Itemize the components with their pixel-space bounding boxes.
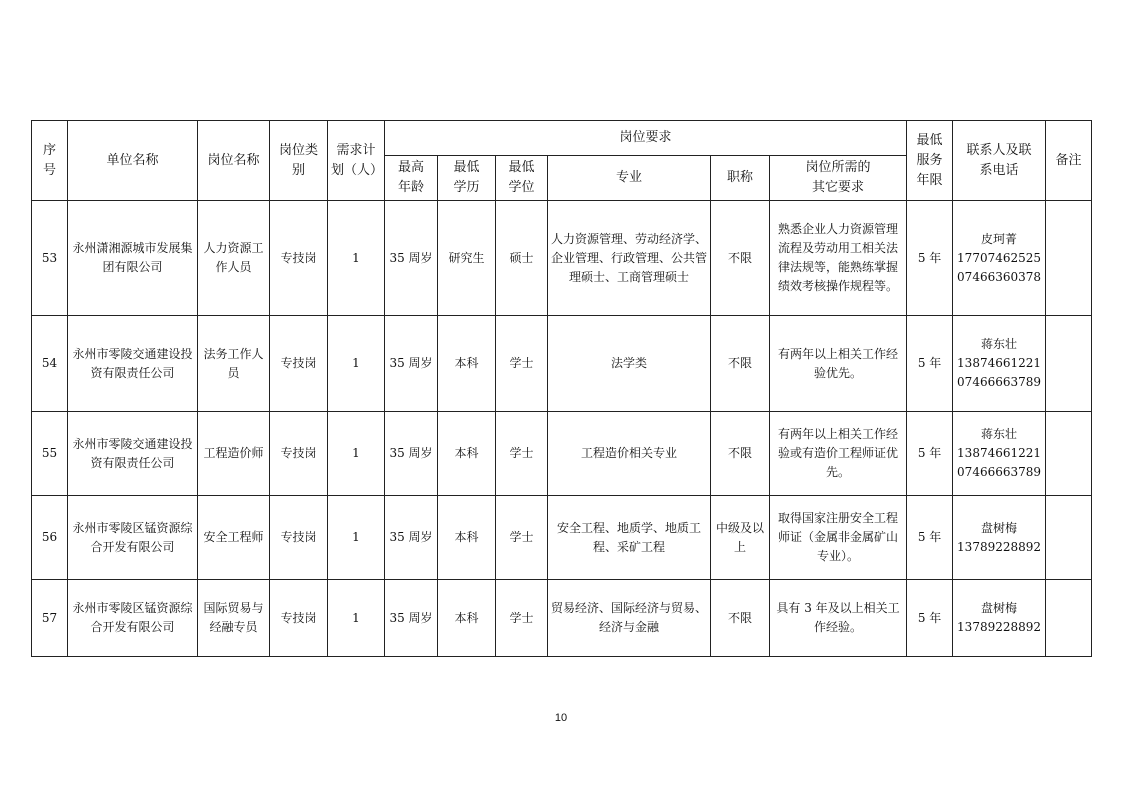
- table-row: [32, 316, 1092, 412]
- table-row: [32, 496, 1092, 580]
- recruitment-table: [31, 120, 1092, 657]
- cell-contact: [953, 316, 1046, 412]
- cell-major: 贸易经济、国际经济与贸易、经济与金融: [548, 580, 711, 657]
- cell-title: 不限: [711, 316, 770, 412]
- cell-seq: 53: [32, 201, 68, 316]
- cell-remarks: [1046, 316, 1092, 412]
- cell-position: 法务工作人员: [198, 316, 270, 412]
- cell-title: 不限: [711, 580, 770, 657]
- cell-position: 人力资源工作人员: [198, 201, 270, 316]
- cell-max-age: 35 周岁: [385, 412, 438, 496]
- cell-plan: 1: [328, 580, 385, 657]
- cell-seq: 57: [32, 580, 68, 657]
- cell-plan: 1: [328, 316, 385, 412]
- cell-other: 熟悉企业人力资源管理流程及劳动用工相关法律法规等，能熟练掌握绩效考核操作规程等。: [770, 201, 907, 316]
- cell-remarks: [1046, 412, 1092, 496]
- cell-contact: [953, 412, 1046, 496]
- cell-post-type: 专技岗: [270, 496, 328, 580]
- cell-remarks: [1046, 496, 1092, 580]
- header-seq: 序 号: [32, 121, 68, 201]
- cell-major: 人力资源管理、劳动经济学、企业管理、行政管理、公共管理硕士、工商管理硕士: [548, 201, 711, 316]
- header-title: 职称: [711, 156, 770, 201]
- contact-phone: 13789228892: [957, 620, 1042, 634]
- cell-contact: [953, 580, 1046, 657]
- cell-contact: [953, 496, 1046, 580]
- header-contact: 联系人及联 系电话: [953, 121, 1046, 201]
- cell-max-age: 35 周岁: [385, 580, 438, 657]
- cell-other: 取得国家注册安全工程师证（金属非金属矿山专业）。: [770, 496, 907, 580]
- cell-service: 5 年: [907, 316, 953, 412]
- contact-phone: 13874661221 07466663789: [957, 446, 1042, 479]
- cell-position: 安全工程师: [198, 496, 270, 580]
- cell-title: 中级及以上: [711, 496, 770, 580]
- header-other: 岗位所需的 其它要求: [770, 156, 907, 201]
- cell-position: 国际贸易与经融专员: [198, 580, 270, 657]
- cell-service: 5 年: [907, 201, 953, 316]
- contact-phone: 17707462525 07466360378: [957, 250, 1042, 284]
- cell-service: 5 年: [907, 580, 953, 657]
- cell-position: 工程造价师: [198, 412, 270, 496]
- cell-plan: 1: [328, 201, 385, 316]
- cell-unit: 永州市零陵区锰资源综合开发有限公司: [68, 580, 198, 657]
- cell-post-type: 专技岗: [270, 580, 328, 657]
- contact-phone: 13874661221 07466663789: [957, 356, 1042, 389]
- cell-degree: 学士: [496, 580, 548, 657]
- header-major: 专业: [548, 156, 711, 201]
- cell-post-type: 专技岗: [270, 316, 328, 412]
- cell-max-age: 35 周岁: [385, 316, 438, 412]
- cell-seq: 55: [32, 412, 68, 496]
- contact-name: 蒋东壮: [981, 337, 1018, 351]
- cell-contact: [953, 201, 1046, 316]
- table-body: [32, 201, 1092, 657]
- cell-unit: 永州潇湘源城市发展集团有限公司: [68, 201, 198, 316]
- cell-post-type: 专技岗: [270, 412, 328, 496]
- cell-title: 不限: [711, 412, 770, 496]
- table-row: [32, 412, 1092, 496]
- contact-name: 盘树梅: [981, 601, 1018, 615]
- table-header: [32, 121, 1092, 201]
- contact-phone: 13789228892: [957, 539, 1042, 554]
- cell-seq: 54: [32, 316, 68, 412]
- header-min-degree: 最低 学位: [496, 156, 548, 201]
- cell-unit: 永州市零陵区锰资源综合开发有限公司: [68, 496, 198, 580]
- header-unit: 单位名称: [68, 121, 198, 201]
- cell-education: 研究生: [438, 201, 496, 316]
- cell-title: 不限: [711, 201, 770, 316]
- cell-max-age: 35 周岁: [385, 201, 438, 316]
- contact-name: 盘树梅: [981, 520, 1018, 535]
- cell-service: 5 年: [907, 496, 953, 580]
- cell-major: 法学类: [548, 316, 711, 412]
- contact-name: 蒋东壮: [981, 427, 1018, 441]
- header-requirements: 岗位要求: [385, 121, 907, 156]
- cell-education: 本科: [438, 496, 496, 580]
- header-service: 最低 服务 年限: [907, 121, 953, 201]
- cell-other: 有两年以上相关工作经验或有造价工程师证优先。: [770, 412, 907, 496]
- table-row: [32, 201, 1092, 316]
- cell-major: 工程造价相关专业: [548, 412, 711, 496]
- cell-education: 本科: [438, 580, 496, 657]
- header-remarks: 备注: [1046, 121, 1092, 201]
- table-row: [32, 580, 1092, 657]
- cell-education: 本科: [438, 316, 496, 412]
- cell-plan: 1: [328, 412, 385, 496]
- cell-degree: 硕士: [496, 201, 548, 316]
- header-min-education: 最低 学历: [438, 156, 496, 201]
- header-position: 岗位名称: [198, 121, 270, 201]
- cell-unit: 永州市零陵交通建设投资有限责任公司: [68, 412, 198, 496]
- page-number: 10: [554, 712, 568, 724]
- cell-other: 具有 3 年及以上相关工作经验。: [770, 580, 907, 657]
- cell-degree: 学士: [496, 412, 548, 496]
- cell-major: 安全工程、地质学、地质工程、采矿工程: [548, 496, 711, 580]
- cell-seq: 56: [32, 496, 68, 580]
- cell-remarks: [1046, 201, 1092, 316]
- contact-name: 皮珂菁: [981, 231, 1018, 246]
- cell-remarks: [1046, 580, 1092, 657]
- cell-degree: 学士: [496, 496, 548, 580]
- cell-max-age: 35 周岁: [385, 496, 438, 580]
- cell-education: 本科: [438, 412, 496, 496]
- cell-other: 有两年以上相关工作经验优先。: [770, 316, 907, 412]
- cell-post-type: 专技岗: [270, 201, 328, 316]
- header-plan: 需求计 划（人）: [328, 121, 385, 201]
- cell-service: 5 年: [907, 412, 953, 496]
- header-max-age: 最高 年龄: [385, 156, 438, 201]
- cell-unit: 永州市零陵交通建设投资有限责任公司: [68, 316, 198, 412]
- cell-plan: 1: [328, 496, 385, 580]
- header-post-type: 岗位类 别: [270, 121, 328, 201]
- cell-degree: 学士: [496, 316, 548, 412]
